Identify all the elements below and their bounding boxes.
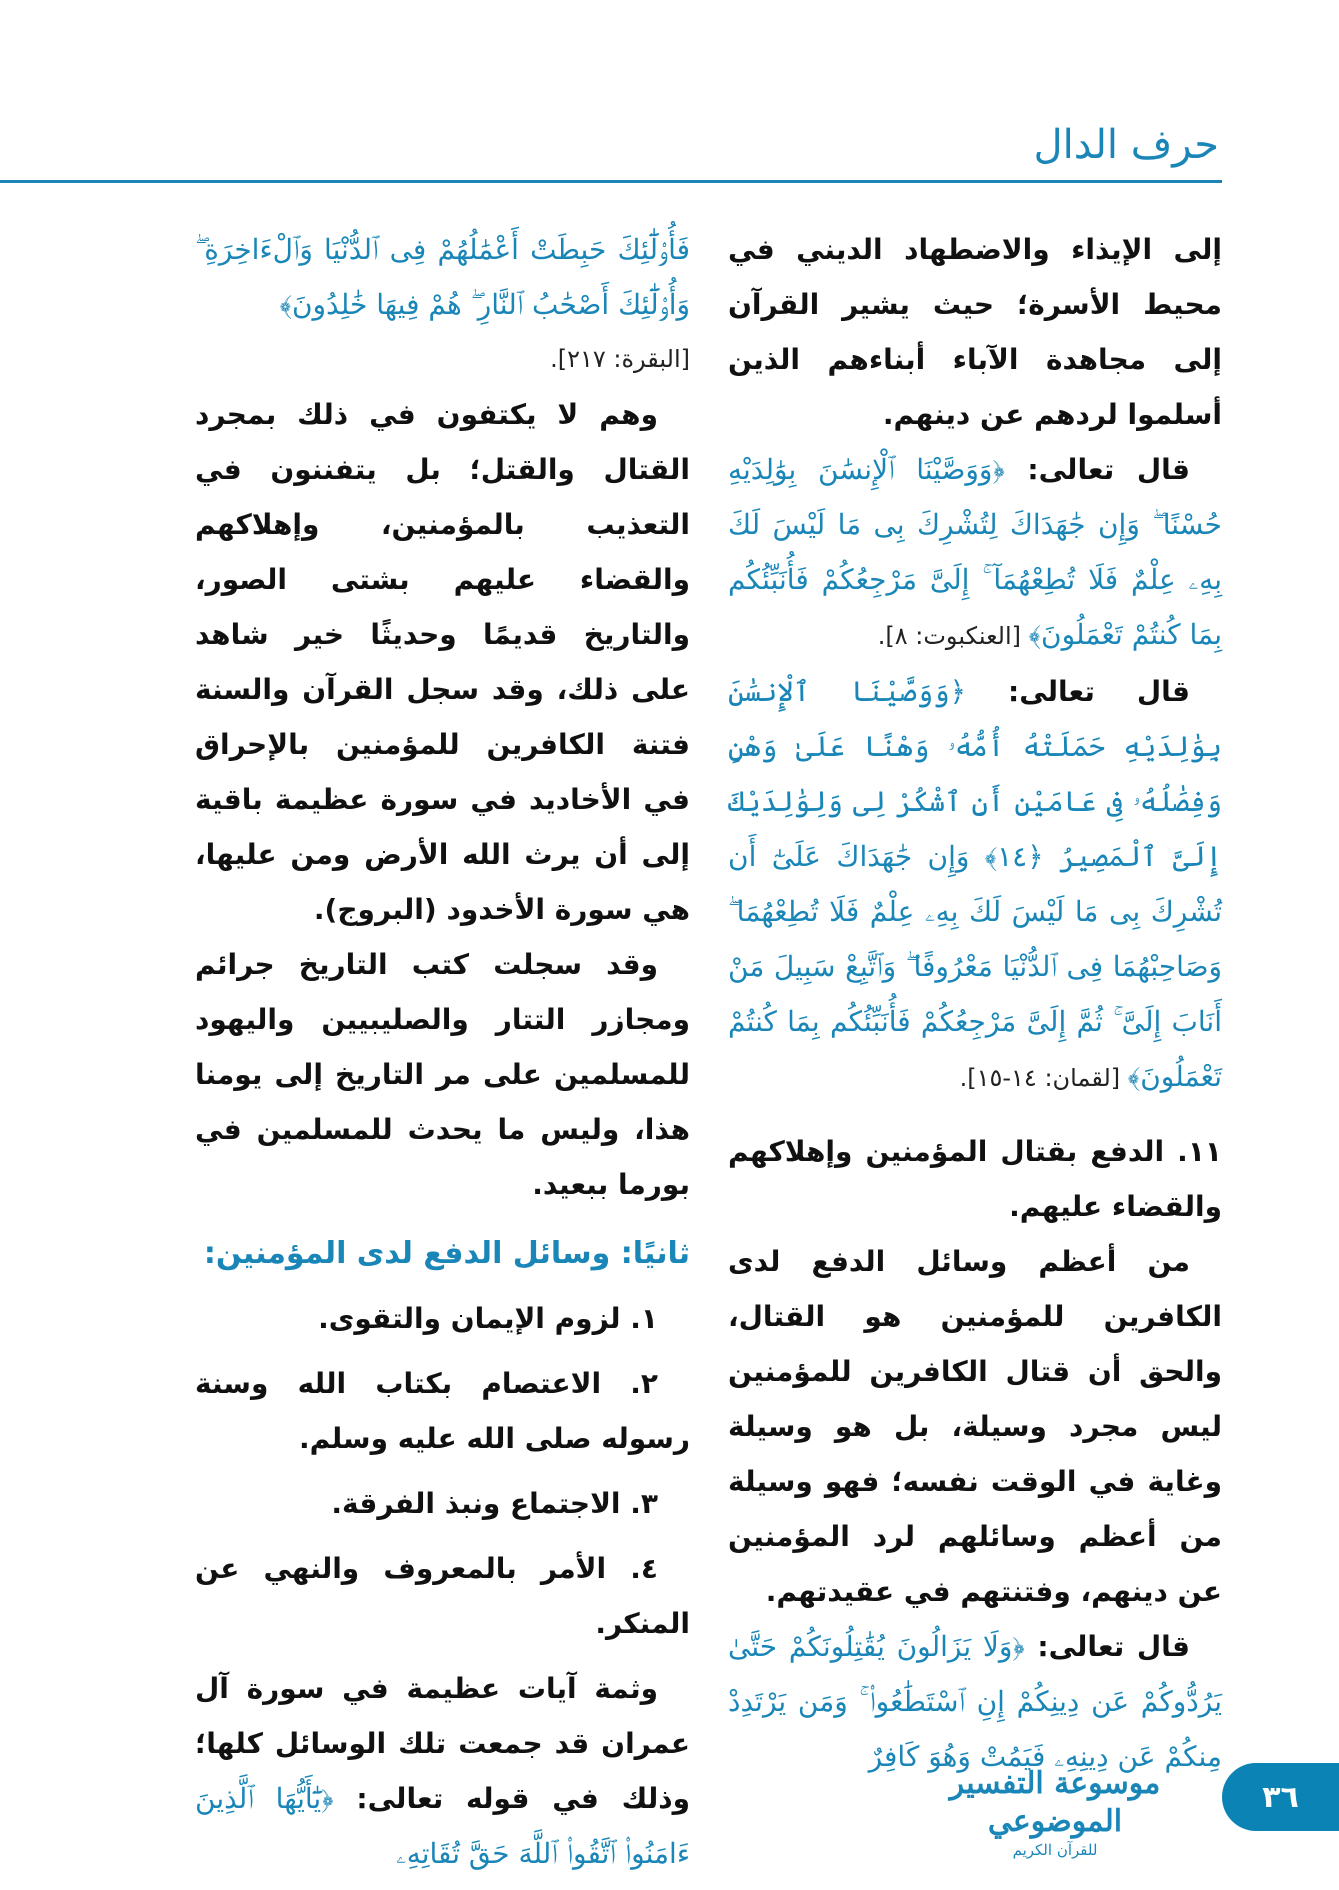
list-item: ٤. الأمر بالمعروف والنهي عن المنكر.: [195, 1552, 690, 1640]
quote-intro: قال تعالى:: [1004, 453, 1190, 486]
subheading: ثانيًا: وسائل الدفع لدى المؤمنين:: [203, 1236, 690, 1271]
list-item: ٢. الاعتصام بكتاب الله وسنة رسوله صلى الله عليه وسلم.: [195, 1367, 690, 1455]
logo-subtitle: للقرآن الكريم: [1012, 1841, 1098, 1859]
header-divider: [0, 180, 1222, 183]
page-number: ٣٦: [1222, 1763, 1339, 1831]
list-item: ٣. الاجتماع ونبذ الفرقة.: [331, 1487, 658, 1520]
section-heading-11: ١١. الدفع بقتال المؤمنين وإهلاكهم والقضاء عليهم.: [728, 1135, 1222, 1223]
right-column: [728, 222, 1222, 1784]
chapter-title: حرف الدال: [1033, 122, 1219, 168]
paragraph: [195, 1661, 690, 1881]
verse-reference: [لقمان: ١٤-١٥].: [959, 1064, 1128, 1092]
quran-verse: ﴿وَلَا يَزَالُونَ يُقَٰتِلُونَكُمْ حَتَّىٰ يَرُدُّوكُمْ عَن دِينِكُمْ إِنِ ٱسْتَطَٰعُوا۟ ۚ وَمَن يَرْتَدِدْ مِنكُمْ عَن دِينِهِۦ فَيَمُتْ وَهُوَ كَافِرٌ: [728, 1630, 1222, 1773]
paragraph: وهم لا يكتفون في ذلك بمجرد القتال والقتل؛ بل يتفننون في التعذيب بالمؤمنين، وإهلاكهم والقضاء عليهم بشتى الصور، والتاريخ قديمًا وحديثًا خير شاهد على ذلك، وقد سجل القرآن والسنة فتنة الكافرين للمؤمنين بالإحراق في الأخاديد في سورة عظيمة باقية إلى أن يرث الله الأرض ومن عليها، هي سورة الأخدود (البروج).: [195, 398, 690, 926]
paragraph-text: وثمة آيات عظيمة في سورة آل عمران قد جمعت تلك الوسائل كلها؛ وذلك في قوله تعالى:: [195, 1672, 690, 1815]
encyclopedia-logo: [930, 1765, 1180, 1859]
quote-intro: قال تعالى:: [966, 675, 1190, 708]
quran-verse: ﴿وَوَصَّيْنَا ٱلْإِنسَٰنَ بِوَٰلِدَيْهِ حُسْنًا ۖ وَإِن جَٰهَدَاكَ لِتُشْرِكَ بِى مَا لَيْسَ لَكَ بِهِۦ عِلْمٌ فَلَا تُطِعْهُمَآ ۚ إِلَىَّ مَرْجِعُكُمْ فَأُنَبِّئُكُم بِمَا كُنتُمْ تَعْمَلُونَ﴾: [728, 453, 1222, 651]
left-column: [195, 222, 690, 1881]
quote-ankabut: [728, 442, 1222, 664]
logo-title: موسوعة التفسير الموضوعي: [949, 1766, 1161, 1839]
paragraph: إلى الإيذاء والاضطهاد الديني في محيط الأسرة؛ حيث يشير القرآن إلى مجاهدة الآباء أبناءهم الذين أسلموا لردهم عن دينهم.: [728, 233, 1222, 431]
quote-luqman: [728, 664, 1222, 1106]
paragraph: وقد سجلت كتب التاريخ جرائم ومجازر التتار والصليبيين واليهود للمسلمين على مر التاريخ إلى يومنا هذا، وليس ما يحدث للمسلمين في بورما ببعيد.: [195, 948, 690, 1201]
paragraph: من أعظم وسائل الدفع لدى الكافرين للمؤمنين هو القتال، والحق أن قتال الكافرين للمؤمنين ليس مجرد وسيلة، بل هو وسيلة وغاية في الوقت نفسه؛ فهو وسيلة من أعظم وسائلهم لرد المؤمنين عن دينهم، وفتنتهم في عقيدتهم.: [728, 1245, 1222, 1608]
quote-intro: قال تعالى:: [1024, 1630, 1190, 1663]
quran-verse: ﴿يَٰٓأَيُّهَا ٱلَّذِينَ ءَامَنُوا۟ ٱتَّقُوا۟ ٱللَّهَ حَقَّ تُقَاتِهِۦ: [195, 1782, 690, 1870]
list-item: ١. لزوم الإيمان والتقوى.: [318, 1302, 658, 1335]
quote-baqarah: [728, 1619, 1222, 1784]
quran-verse-continued: فَأُو۟لَٰٓئِكَ حَبِطَتْ أَعْمَٰلُهُمْ فِى ٱلدُّنْيَا وَٱلْءَاخِرَةِ ۖ وَأُو۟لَٰٓئِكَ أَصْحَٰبُ ٱلنَّارِ ۖ هُمْ فِيهَا خَٰلِدُونَ﴾: [195, 233, 690, 321]
verse-reference: [العنكبوت: ٨].: [877, 622, 1029, 650]
quran-verse: ﴿وَوَصَّيْنَا ٱلْإِنسَٰنَ بِوَٰلِدَيْهِ حَمَلَتْهُ أُمُّهُۥ وَهْنًا عَلَىٰ وَهْنٍ وَفِصَٰلُهُۥ فِى عَامَيْنِ أَنِ ٱشْكُرْ لِى وَلِوَٰلِدَيْكَ إِلَىَّ ٱلْمَصِيرُ ﴿١٤﴾ وَإِن جَٰهَدَاكَ عَلَىٰٓ أَن تُشْرِكَ بِى مَا لَيْسَ لَكَ بِهِۦ عِلْمٌ فَلَا تُطِعْهُمَا ۖ وَصَاحِبْهُمَا فِى ٱلدُّنْيَا مَعْرُوفًا ۖ وَٱتَّبِعْ سَبِيلَ مَنْ أَنَابَ إِلَىَّ ۚ ثُمَّ إِلَىَّ مَرْجِعُكُمْ فَأُنَبِّئُكُم بِمَا كُنتُمْ تَعْمَلُونَ﴾: [728, 675, 1222, 1093]
verse-reference: [البقرة: ٢١٧].: [550, 345, 690, 373]
